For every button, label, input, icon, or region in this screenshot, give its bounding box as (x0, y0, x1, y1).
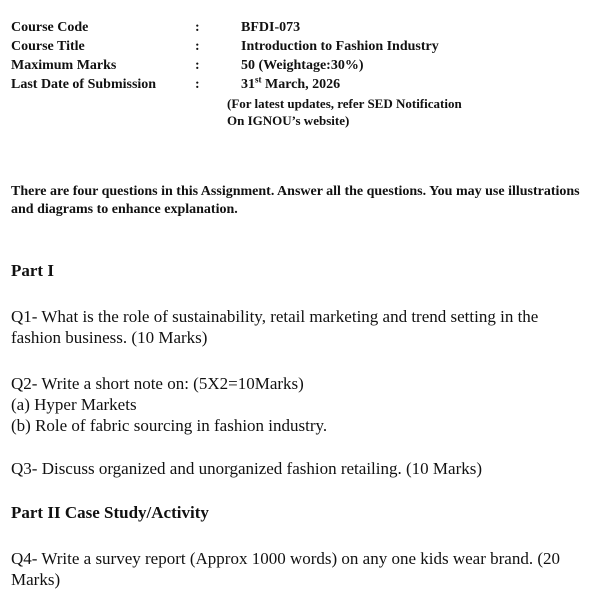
question-2: Q2- Write a short note on: (5X2=10Marks) (11, 374, 304, 393)
question-1: Q1- What is the role of sustainability, retail marketing and trend setting in the fashion business. (10 Marks) (11, 307, 539, 347)
last-date-day: 31 (241, 77, 255, 92)
last-date-value (241, 74, 341, 93)
question-4: Q4- Write a survey report (Approx 1000 words) on any one kids wear brand. (20 Marks) (11, 549, 560, 589)
question-2a: (a) Hyper Markets (11, 395, 137, 414)
assignment-instructions: There are four questions in this Assignment. Answer all the questions. You may use illustrations and diagrams to enhance explanation. (11, 184, 580, 217)
last-date-suffix: st (255, 74, 262, 85)
course-title-value: Introduction to Fashion Industry (241, 39, 439, 54)
part-1-heading: Part I (11, 261, 54, 280)
max-marks-label: Maximum Marks (11, 58, 117, 73)
part-2-heading: Part II Case Study/Activity (11, 503, 209, 522)
update-note-line1: (For latest updates, refer SED Notification (227, 96, 462, 111)
course-code-value: BFDI-073 (241, 20, 301, 35)
question-2b: (b) Role of fabric sourcing in fashion industry. (11, 416, 328, 435)
question-3: Q3- Discuss organized and unorganized fashion retailing. (10 Marks) (11, 459, 483, 478)
course-code-label: Course Code (11, 20, 89, 35)
course-title-colon: : (195, 39, 200, 54)
update-note-line2: On IGNOU’s website) (227, 113, 350, 128)
last-date-label: Last Date of Submission (11, 77, 157, 92)
course-title-label: Course Title (11, 39, 85, 54)
last-date-rest: March, 2026 (261, 77, 341, 92)
course-code-colon: : (195, 20, 200, 35)
max-marks-value: 50 (Weightage:30%) (241, 58, 364, 73)
last-date-colon: : (195, 77, 200, 92)
max-marks-colon: : (195, 58, 200, 73)
